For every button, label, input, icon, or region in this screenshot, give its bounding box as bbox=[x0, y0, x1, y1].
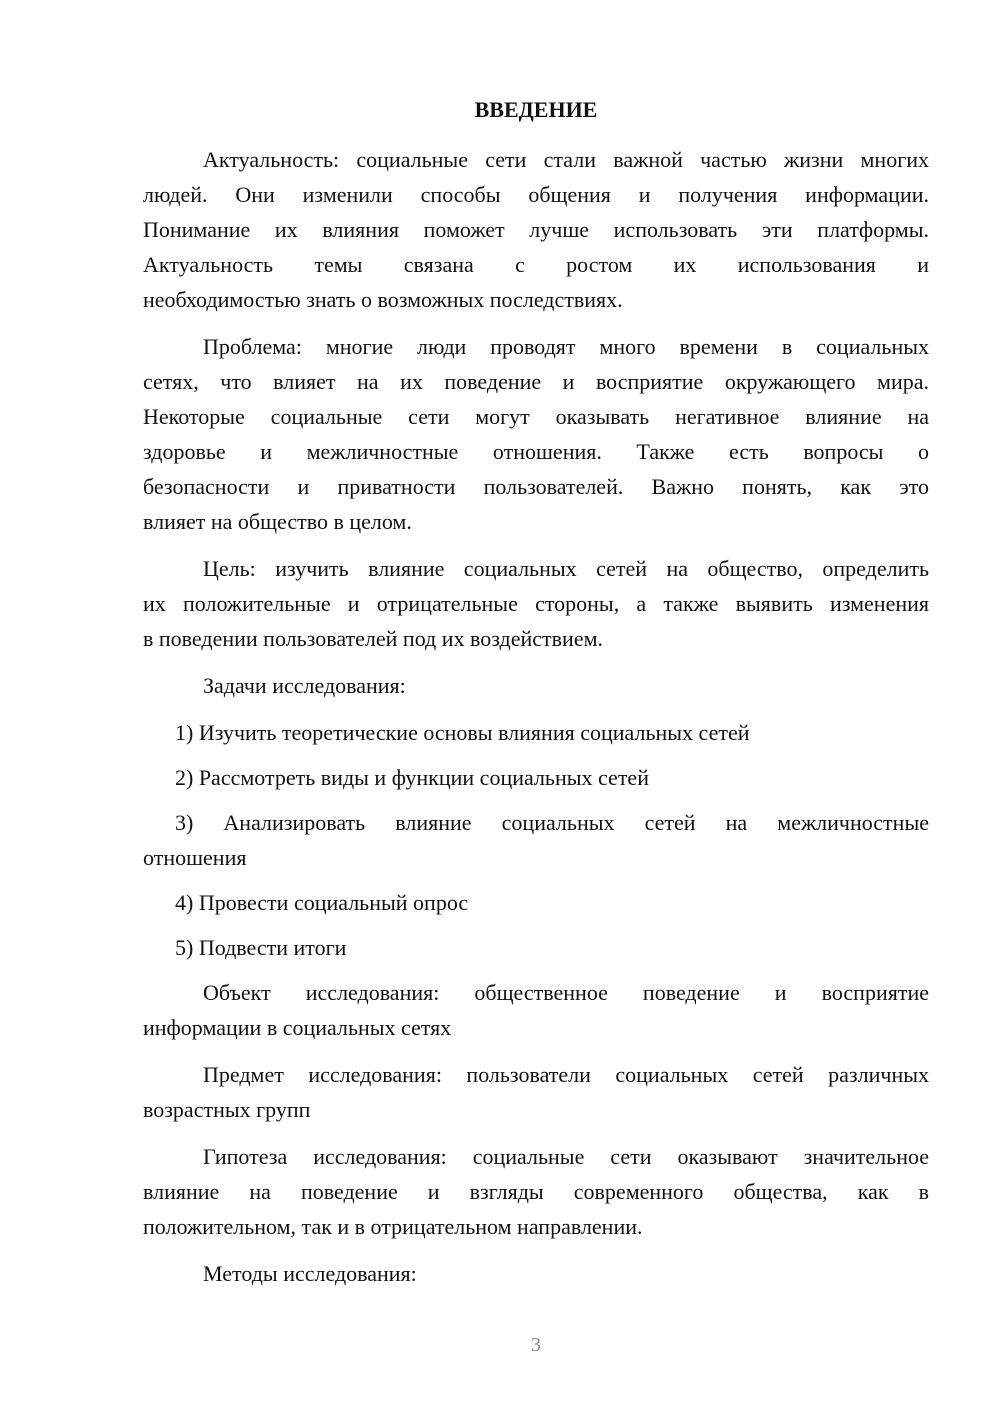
text-line: влияет на общество в целом. bbox=[143, 509, 412, 534]
text-line: Гипотеза исследования: социальные сети оказывают значительное bbox=[203, 1144, 929, 1169]
text-line: здоровье и межличностные отношения. Также есть вопросы о bbox=[143, 439, 929, 464]
text-line: Понимание их влияния поможет лучше использовать эти платформы. bbox=[143, 217, 929, 242]
text-line: положительном, так и в отрицательном направлении. bbox=[143, 1214, 643, 1239]
page-number: 3 bbox=[531, 1334, 541, 1356]
task-item-5 bbox=[143, 930, 929, 965]
text-line: Объект исследования: общественное поведение и восприятие bbox=[203, 980, 929, 1005]
object-paragraph bbox=[143, 975, 929, 1045]
text-line: Актуальность: социальные сети стали важной частью жизни многих bbox=[203, 147, 929, 172]
text-line: отношения bbox=[143, 845, 247, 870]
text-line: необходимостью знать о возможных последствиях. bbox=[143, 287, 623, 312]
subject-paragraph bbox=[143, 1057, 929, 1127]
page-title: ВВЕДЕНИЕ bbox=[474, 97, 598, 122]
text-line: сетях, что влияет на их поведение и восприятие окружающего мира. bbox=[143, 369, 929, 394]
text-line: Предмет исследования: пользователи социальных сетей различных bbox=[203, 1062, 929, 1087]
text-line: их положительные и отрицательные стороны, а также выявить изменения bbox=[143, 591, 929, 616]
text-line: возрастных групп bbox=[143, 1097, 311, 1122]
text-line: 3) Анализировать влияние социальных сетей на межличностные bbox=[175, 810, 929, 835]
text-line: людей. Они изменили способы общения и получения информации. bbox=[143, 182, 929, 207]
text-line: Цель: изучить влияние социальных сетей на общество, определить bbox=[203, 556, 929, 581]
document-body bbox=[143, 142, 929, 1303]
task-item-1 bbox=[143, 715, 929, 750]
relevance-paragraph bbox=[143, 142, 929, 317]
text-line: 1) Изучить теоретические основы влияния социальных сетей bbox=[175, 720, 750, 745]
text-line: информации в социальных сетях bbox=[143, 1015, 452, 1040]
text-line: безопасности и приватности пользователей. Важно понять, как это bbox=[143, 474, 929, 499]
task-item-2 bbox=[143, 760, 929, 795]
methods-heading bbox=[143, 1256, 929, 1291]
hypothesis-paragraph bbox=[143, 1139, 929, 1244]
text-line: Задачи исследования: bbox=[203, 673, 406, 698]
text-line: Актуальность темы связана с ростом их использования и bbox=[143, 252, 929, 277]
text-line: Некоторые социальные сети могут оказывать негативное влияние на bbox=[143, 404, 929, 429]
text-line: в поведении пользователей под их воздействием. bbox=[143, 626, 604, 651]
text-line: Методы исследования: bbox=[203, 1261, 417, 1286]
tasks-heading bbox=[143, 668, 929, 703]
text-line: 4) Провести социальный опрос bbox=[175, 890, 469, 915]
text-line: Проблема: многие люди проводят много времени в социальных bbox=[203, 334, 929, 359]
problem-paragraph bbox=[143, 329, 929, 539]
text-line: влияние на поведение и взгляды современного общества, как в bbox=[143, 1179, 929, 1204]
text-line: 5) Подвести итоги bbox=[175, 935, 347, 960]
task-item-4 bbox=[143, 885, 929, 920]
text-line: 2) Рассмотреть виды и функции социальных сетей bbox=[175, 765, 649, 790]
task-item-3 bbox=[143, 805, 929, 875]
goal-paragraph bbox=[143, 551, 929, 656]
